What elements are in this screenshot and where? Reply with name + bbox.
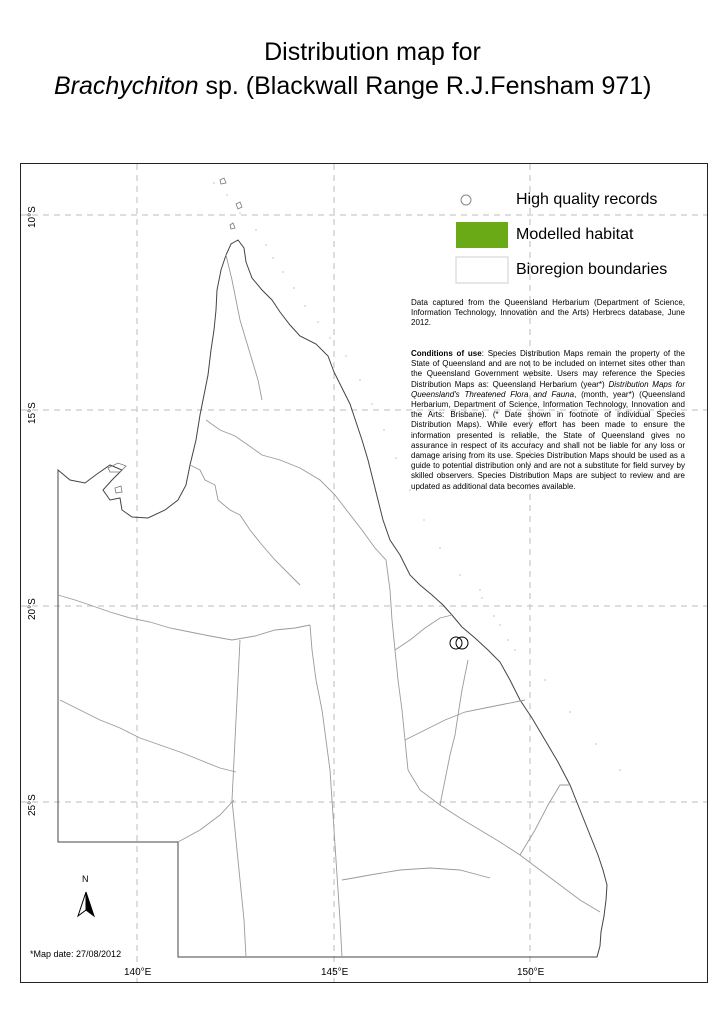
lat-label-15: 15°S: [27, 402, 38, 424]
lon-label-150: 150°E: [517, 967, 545, 978]
lat-label-25: 25°S: [27, 794, 38, 816]
conditions-reference: Distribution Maps for Queensland's Threatened Flora and Fauna: [411, 379, 685, 399]
legend-bioregion-swatch: [456, 257, 508, 283]
bioregion-line: [405, 700, 525, 740]
island: [220, 178, 226, 184]
lon-label-140: 140°E: [124, 967, 152, 978]
occurrence-records: [450, 637, 468, 649]
conditions-text-2: , (month, year*) (Queensland Herbarium, Department of Science, Information Technology, Innovation and the Arts: Brisbane). (* Date shown in footnote of individual Species Distribution Maps). While every effort has been made to ensure the information presented is reliable, the State of Queensland gives no assurance in respect of its accuracy and shall not be liable for any loss or damage arising from its use. Species Distribution Maps should be used as a guide to potential distribution only and are not a substitute for field survey by skilled observers. Species Distribution Maps are subject to review and are updated as additional data becomes available.: [411, 389, 685, 491]
bioregion-line: [190, 465, 300, 585]
map-date: *Map date: 27/08/2012: [30, 949, 122, 959]
bioregion-line: [386, 560, 408, 770]
conditions-heading: Conditions of use: [411, 349, 482, 358]
north-label: N: [82, 874, 89, 884]
bioregion-line: [342, 868, 490, 880]
bioregion-line: [395, 615, 452, 650]
bioregion-line: [310, 625, 342, 957]
island: [230, 223, 235, 229]
offshore-islands: [108, 178, 242, 493]
queensland-outline: [58, 240, 607, 957]
bioregion-line: [206, 420, 386, 560]
lat-label-10: 10°S: [27, 206, 38, 228]
legend-modelled-label: Modelled habitat: [516, 226, 634, 243]
bioregion-line: [520, 785, 570, 855]
lat-label-20: 20°S: [27, 598, 38, 620]
title-species: sp. (Blackwall Range R.J.Fensham 971): [198, 72, 652, 100]
legend-record-symbol: [461, 195, 471, 205]
island: [236, 202, 242, 209]
bioregion-line: [226, 255, 262, 400]
north-arrow-icon: [78, 892, 94, 916]
bioregion-line: [408, 770, 600, 912]
graticule: [21, 164, 707, 982]
bioregion-line: [60, 700, 236, 772]
island: [115, 486, 122, 493]
title-line-1: Distribution map for: [264, 38, 481, 66]
lon-label-145: 145°E: [321, 967, 349, 978]
title-genus: Brachychiton: [54, 72, 199, 100]
conditions-text-1: : Species Distribution Maps remain the property of the State of Queensland and are not to be included on internet sites other than the Queensland Government website. Users may reference the Species Distribution Maps as: Queensland Herbarium (year*): [411, 349, 685, 389]
bioregion-line: [178, 800, 234, 842]
bioregion-line: [440, 660, 468, 805]
bioregion-line: [232, 640, 246, 957]
conditions-of-use: [411, 349, 685, 492]
legend-high-quality-label: High quality records: [516, 191, 658, 208]
legend-modelled-swatch: [456, 222, 508, 248]
data-source-note: Data captured from the Queensland Herbarium (Department of Science, Information Technology, Innovation and the Arts) Herbrecs database, June 2012.: [411, 298, 685, 327]
bioregion-line: [58, 595, 310, 640]
legend-bioregion-label: Bioregion boundaries: [516, 261, 668, 278]
